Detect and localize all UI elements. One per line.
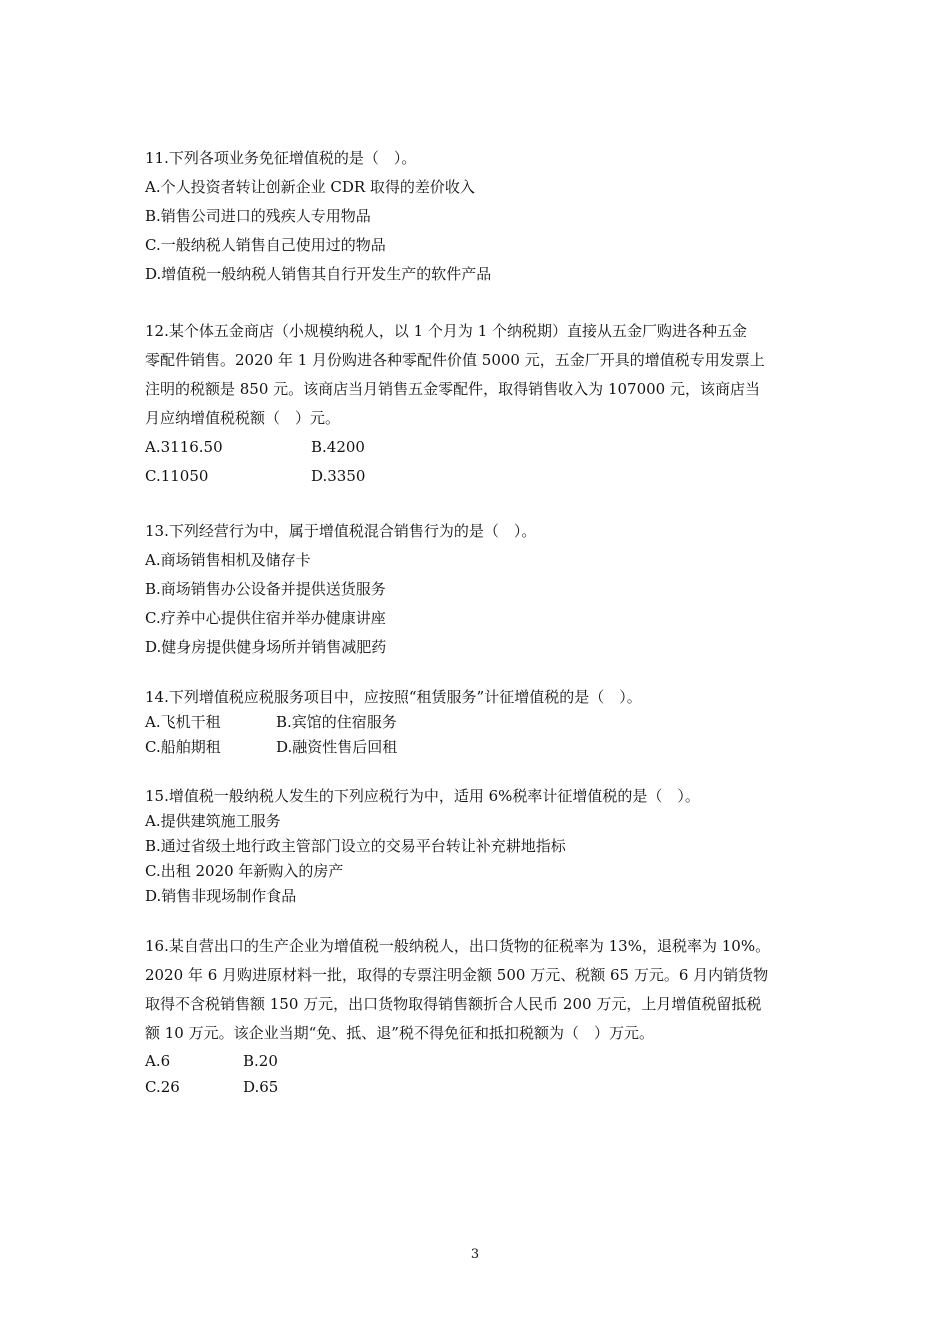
- question-stem-line: 2020 年 6 月购进原材料一批，取得的专票注明金额 500 万元、税额 65 万元。6 月内销货物: [145, 966, 769, 984]
- option-row: [145, 735, 815, 760]
- question-13: [145, 517, 815, 662]
- option-b: B.商场销售办公设备并提供送货服务: [145, 580, 386, 598]
- option-row: [145, 433, 815, 462]
- option-b: B.4200: [311, 438, 365, 456]
- question-11: [145, 144, 815, 289]
- option-a: A.飞机干租: [145, 713, 221, 731]
- question-12: [145, 317, 815, 491]
- option-b: B.宾馆的住宿服务: [276, 713, 397, 731]
- question-16: [145, 932, 815, 1100]
- question-stem: 15.增值税一般纳税人发生的下列应税行为中，适用 6%税率计征增值税的是（ ）。: [145, 787, 700, 805]
- option-b: B.20: [243, 1052, 278, 1070]
- question-stem-line: 16.某自营出口的生产企业为增值税一般纳税人，出口货物的征税率为 13%，退税率为 10%。: [145, 937, 771, 955]
- option-a: A.3116.50: [145, 438, 223, 456]
- question-14: [145, 685, 815, 760]
- option-c: C.出租 2020 年新购入的房产: [145, 862, 344, 880]
- question-stem: 13.下列经营行为中，属于增值税混合销售行为的是（ ）。: [145, 522, 537, 540]
- option-d: D.健身房提供健身场所并销售减肥药: [145, 638, 387, 656]
- question-stem-line: 额 10 万元。该企业当期“免、抵、退”税不得免征和抵扣税额为（ ）万元。: [145, 1024, 654, 1042]
- option-b: B.销售公司进口的残疾人专用物品: [145, 207, 371, 225]
- option-c: C.疗养中心提供住宿并举办健康讲座: [145, 609, 386, 627]
- page-number: 3: [470, 1247, 480, 1262]
- option-c: C.船舶期租: [145, 738, 221, 756]
- option-row: [145, 1048, 815, 1074]
- option-c: C.26: [145, 1078, 180, 1096]
- option-a: A.个人投资者转让创新企业 CDR 取得的差价收入: [145, 178, 475, 196]
- option-c: C.一般纳税人销售自己使用过的物品: [145, 236, 386, 254]
- question-stem-line: 12.某个体五金商店（小规模纳税人，以 1 个月为 1 个纳税期）直接从五金厂购进各种五金: [145, 322, 748, 340]
- option-a: A.商场销售相机及储存卡: [145, 551, 311, 569]
- question-stem: 14.下列增值税应税服务项目中，应按照“租赁服务”计征增值税的是（ ）。: [145, 688, 642, 706]
- option-d: D.融资性售后回租: [276, 738, 398, 756]
- option-row: [145, 710, 815, 735]
- option-d: D.65: [243, 1078, 279, 1096]
- question-stem-line: 注明的税额是 850 元。该商店当月销售五金零配件，取得销售收入为 107000 元，该商店当: [145, 380, 760, 398]
- option-d: D.销售非现场制作食品: [145, 887, 297, 905]
- question-stem-line: 月应纳增值税税额（ ）元。: [145, 409, 341, 427]
- option-d: D.增值税一般纳税人销售其自行开发生产的软件产品: [145, 265, 492, 283]
- option-row: [145, 1074, 815, 1100]
- option-a: A.提供建筑施工服务: [145, 812, 281, 830]
- option-row: [145, 462, 815, 491]
- option-d: D.3350: [311, 467, 366, 485]
- option-b: B.通过省级土地行政主管部门设立的交易平台转让补充耕地指标: [145, 837, 566, 855]
- option-a: A.6: [145, 1052, 171, 1070]
- question-15: [145, 784, 815, 909]
- option-c: C.11050: [145, 467, 209, 485]
- question-stem-line: 取得不含税销售额 150 万元，出口货物取得销售额折合人民币 200 万元，上月增值税留抵税: [145, 995, 762, 1013]
- question-stem: 11.下列各项业务免征增值税的是（ ）。: [145, 149, 417, 167]
- question-stem-line: 零配件销售。2020 年 1 月份购进各种零配件价值 5000 元，五金厂开具的增值税专用发票上: [145, 351, 765, 369]
